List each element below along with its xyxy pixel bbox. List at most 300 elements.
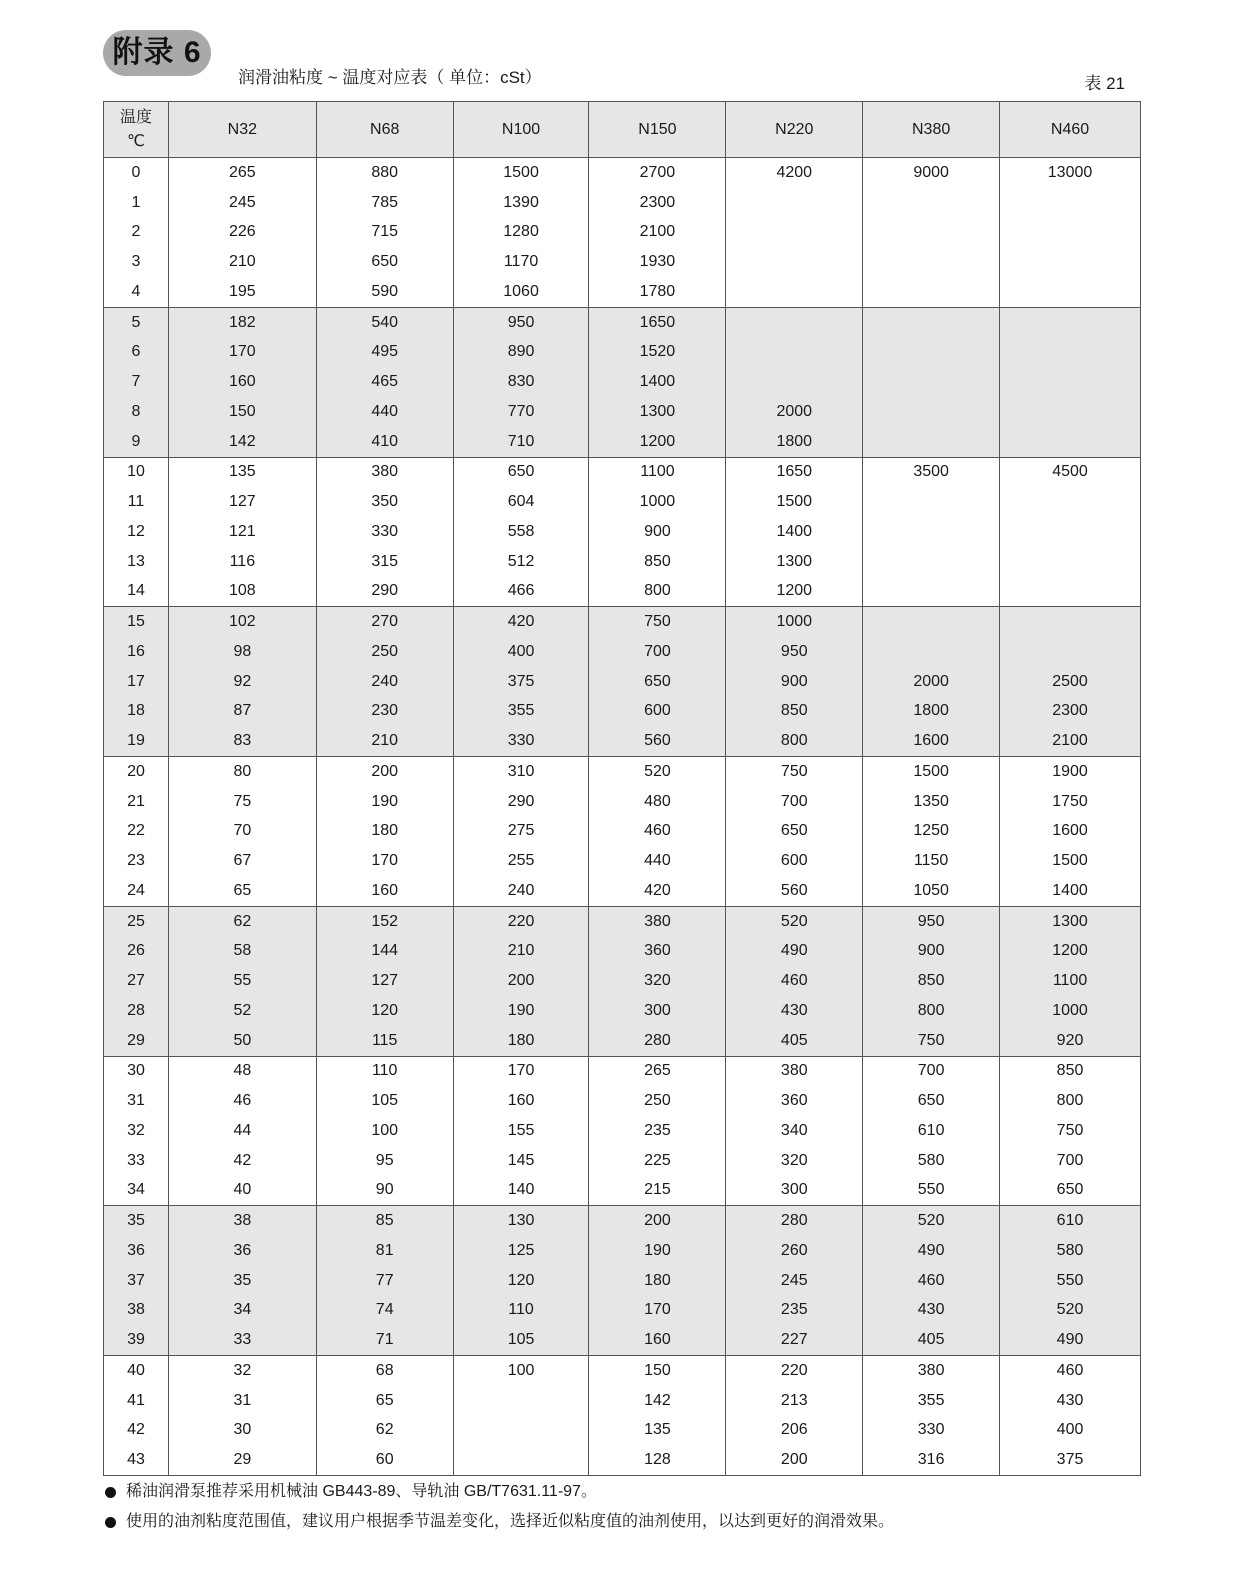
- viscosity-cell: 650: [453, 457, 589, 487]
- viscosity-cell: 610: [1000, 1206, 1141, 1236]
- viscosity-cell: 650: [1000, 1176, 1141, 1206]
- temperature-cell: 39: [104, 1325, 169, 1355]
- table-row: [104, 637, 1141, 667]
- temperature-cell: 21: [104, 787, 169, 817]
- viscosity-cell: 2100: [1000, 726, 1141, 756]
- viscosity-cell: 190: [453, 996, 589, 1026]
- viscosity-cell: 410: [316, 427, 453, 457]
- viscosity-cell: 850: [726, 697, 863, 727]
- viscosity-cell: 160: [168, 367, 316, 397]
- viscosity-cell: 226: [168, 218, 316, 248]
- viscosity-cell: [726, 188, 863, 218]
- temperature-cell: 11: [104, 487, 169, 517]
- viscosity-cell: 460: [726, 966, 863, 996]
- table-row: [104, 817, 1141, 847]
- temperature-cell: 23: [104, 846, 169, 876]
- viscosity-cell: 110: [453, 1296, 589, 1326]
- viscosity-cell: [726, 277, 863, 307]
- temperature-header-label: 温度: [119, 108, 152, 126]
- viscosity-cell: 320: [726, 1146, 863, 1176]
- viscosity-cell: 127: [316, 966, 453, 996]
- temperature-cell: 17: [104, 667, 169, 697]
- viscosity-cell: 355: [453, 697, 589, 727]
- viscosity-cell: 48: [168, 1056, 316, 1086]
- viscosity-cell: 80: [168, 757, 316, 787]
- viscosity-cell: 230: [316, 697, 453, 727]
- viscosity-cell: 360: [726, 1086, 863, 1116]
- viscosity-cell: [1000, 487, 1141, 517]
- viscosity-cell: 460: [589, 817, 726, 847]
- viscosity-cell: 920: [1000, 1026, 1141, 1056]
- viscosity-cell: [863, 637, 1000, 667]
- viscosity-cell: 85: [316, 1206, 453, 1236]
- table-row: [104, 1386, 1141, 1416]
- viscosity-cell: 290: [316, 577, 453, 607]
- viscosity-cell: 38: [168, 1206, 316, 1236]
- viscosity-cell: 240: [453, 876, 589, 906]
- viscosity-cell: 290: [453, 787, 589, 817]
- viscosity-cell: 1100: [1000, 966, 1141, 996]
- viscosity-cell: [1000, 397, 1141, 427]
- temperature-cell: 38: [104, 1296, 169, 1326]
- viscosity-cell: 2500: [1000, 667, 1141, 697]
- table-row: [104, 218, 1141, 248]
- viscosity-cell: 240: [316, 667, 453, 697]
- viscosity-cell: 1750: [1000, 787, 1141, 817]
- viscosity-cell: [1000, 547, 1141, 577]
- viscosity-cell: 180: [589, 1266, 726, 1296]
- viscosity-cell: 715: [316, 218, 453, 248]
- viscosity-cell: [726, 218, 863, 248]
- viscosity-cell: 98: [168, 637, 316, 667]
- viscosity-cell: 210: [316, 726, 453, 756]
- viscosity-cell: 800: [863, 996, 1000, 1026]
- temperature-cell: 41: [104, 1386, 169, 1416]
- viscosity-cell: 62: [316, 1416, 453, 1446]
- viscosity-cell: 1400: [1000, 876, 1141, 906]
- viscosity-cell: [1000, 188, 1141, 218]
- viscosity-cell: 140: [453, 1176, 589, 1206]
- viscosity-cell: 280: [726, 1206, 863, 1236]
- viscosity-cell: 77: [316, 1266, 453, 1296]
- viscosity-cell: 100: [316, 1116, 453, 1146]
- viscosity-cell: [863, 247, 1000, 277]
- viscosity-cell: 710: [453, 427, 589, 457]
- table-row: [104, 1356, 1141, 1386]
- viscosity-cell: 46: [168, 1086, 316, 1116]
- viscosity-cell: 1780: [589, 277, 726, 307]
- viscosity-cell: 2000: [726, 397, 863, 427]
- viscosity-cell: 1500: [863, 757, 1000, 787]
- table-row: [104, 757, 1141, 787]
- viscosity-cell: 490: [1000, 1325, 1141, 1355]
- table-row: [104, 876, 1141, 906]
- viscosity-cell: 650: [726, 817, 863, 847]
- temperature-cell: 7: [104, 367, 169, 397]
- viscosity-cell: 330: [453, 726, 589, 756]
- viscosity-cell: [453, 1386, 589, 1416]
- table-row: [104, 1325, 1141, 1355]
- temperature-cell: 36: [104, 1236, 169, 1266]
- viscosity-cell: 380: [316, 457, 453, 487]
- viscosity-cell: 142: [168, 427, 316, 457]
- viscosity-cell: 560: [589, 726, 726, 756]
- viscosity-cell: 195: [168, 277, 316, 307]
- viscosity-cell: [863, 397, 1000, 427]
- viscosity-cell: 92: [168, 667, 316, 697]
- viscosity-cell: 2300: [1000, 697, 1141, 727]
- viscosity-cell: [1000, 367, 1141, 397]
- viscosity-cell: 1400: [589, 367, 726, 397]
- viscosity-cell: 2300: [589, 188, 726, 218]
- viscosity-cell: 300: [726, 1176, 863, 1206]
- viscosity-cell: 170: [453, 1056, 589, 1086]
- viscosity-cell: 1600: [1000, 817, 1141, 847]
- viscosity-cell: 440: [589, 846, 726, 876]
- viscosity-cell: [863, 577, 1000, 607]
- viscosity-cell: [863, 307, 1000, 337]
- viscosity-cell: 60: [316, 1445, 453, 1475]
- viscosity-cell: 255: [453, 846, 589, 876]
- temperature-cell: 18: [104, 697, 169, 727]
- temperature-cell: 27: [104, 966, 169, 996]
- viscosity-cell: 71: [316, 1325, 453, 1355]
- table-row: [104, 367, 1141, 397]
- viscosity-cell: 650: [863, 1086, 1000, 1116]
- viscosity-cell: 30: [168, 1416, 316, 1446]
- viscosity-cell: 190: [316, 787, 453, 817]
- viscosity-cell: 950: [726, 637, 863, 667]
- viscosity-cell: 380: [863, 1356, 1000, 1386]
- viscosity-cell: 245: [726, 1266, 863, 1296]
- viscosity-cell: 1200: [589, 427, 726, 457]
- viscosity-cell: 520: [863, 1206, 1000, 1236]
- temperature-cell: 6: [104, 338, 169, 368]
- viscosity-cell: 400: [453, 637, 589, 667]
- viscosity-cell: 330: [316, 517, 453, 547]
- viscosity-cell: 700: [863, 1056, 1000, 1086]
- viscosity-cell: 227: [726, 1325, 863, 1355]
- viscosity-cell: 466: [453, 577, 589, 607]
- viscosity-cell: 1280: [453, 218, 589, 248]
- viscosity-cell: 36: [168, 1236, 316, 1266]
- table-row: [104, 188, 1141, 218]
- viscosity-cell: 460: [863, 1266, 1000, 1296]
- table-row: [104, 457, 1141, 487]
- temperature-cell: 16: [104, 637, 169, 667]
- viscosity-cell: 33: [168, 1325, 316, 1355]
- table-row: [104, 966, 1141, 996]
- viscosity-cell: 130: [453, 1206, 589, 1236]
- viscosity-cell: 116: [168, 547, 316, 577]
- viscosity-cell: 520: [589, 757, 726, 787]
- viscosity-cell: 1350: [863, 787, 1000, 817]
- temperature-cell: 32: [104, 1116, 169, 1146]
- viscosity-cell: 1100: [589, 457, 726, 487]
- viscosity-cell: 275: [453, 817, 589, 847]
- viscosity-cell: [863, 188, 1000, 218]
- viscosity-cell: 1500: [726, 487, 863, 517]
- viscosity-cell: 2700: [589, 158, 726, 188]
- viscosity-cell: 900: [863, 937, 1000, 967]
- viscosity-cell: 2000: [863, 667, 1000, 697]
- viscosity-cell: 850: [863, 966, 1000, 996]
- viscosity-cell: 380: [726, 1056, 863, 1086]
- viscosity-cell: 62: [168, 906, 316, 936]
- viscosity-cell: 1500: [453, 158, 589, 188]
- viscosity-cell: 31: [168, 1386, 316, 1416]
- table-row: [104, 1206, 1141, 1236]
- viscosity-cell: 558: [453, 517, 589, 547]
- table-row: [104, 906, 1141, 936]
- viscosity-cell: 490: [726, 937, 863, 967]
- viscosity-cell: 135: [589, 1416, 726, 1446]
- viscosity-cell: 880: [316, 158, 453, 188]
- viscosity-cell: [1000, 247, 1141, 277]
- temperature-cell: 12: [104, 517, 169, 547]
- column-header-n68: N68: [316, 102, 453, 158]
- viscosity-cell: 580: [863, 1146, 1000, 1176]
- viscosity-cell: 42: [168, 1146, 316, 1176]
- viscosity-cell: 206: [726, 1416, 863, 1446]
- viscosity-cell: 102: [168, 607, 316, 637]
- viscosity-cell: 495: [316, 338, 453, 368]
- viscosity-cell: 610: [863, 1116, 1000, 1146]
- table-row: [104, 1416, 1141, 1446]
- viscosity-cell: 850: [1000, 1056, 1141, 1086]
- viscosity-cell: [1000, 338, 1141, 368]
- table-row: [104, 1236, 1141, 1266]
- table-row: [104, 247, 1141, 277]
- viscosity-cell: 1930: [589, 247, 726, 277]
- viscosity-cell: 1900: [1000, 757, 1141, 787]
- table-row: [104, 846, 1141, 876]
- viscosity-cell: 950: [863, 906, 1000, 936]
- temperature-cell: 4: [104, 277, 169, 307]
- viscosity-cell: 50: [168, 1026, 316, 1056]
- viscosity-cell: 750: [726, 757, 863, 787]
- viscosity-cell: 700: [1000, 1146, 1141, 1176]
- viscosity-cell: 330: [863, 1416, 1000, 1446]
- viscosity-cell: 600: [726, 846, 863, 876]
- viscosity-cell: 750: [863, 1026, 1000, 1056]
- viscosity-cell: [863, 218, 1000, 248]
- viscosity-cell: 280: [589, 1026, 726, 1056]
- viscosity-cell: 170: [316, 846, 453, 876]
- temperature-cell: 1: [104, 188, 169, 218]
- viscosity-cell: [453, 1416, 589, 1446]
- table-row: [104, 517, 1141, 547]
- viscosity-cell: 550: [1000, 1266, 1141, 1296]
- viscosity-cell: 490: [863, 1236, 1000, 1266]
- viscosity-cell: 210: [453, 937, 589, 967]
- footnote-text: 稀油润滑泵推荐采用机械油 GB443-89、导轨油 GB/T7631.11-97。: [126, 1483, 597, 1500]
- table-row: [104, 1296, 1141, 1326]
- viscosity-cell: 225: [589, 1146, 726, 1176]
- viscosity-cell: 590: [316, 277, 453, 307]
- viscosity-cell: 270: [316, 607, 453, 637]
- viscosity-cell: 160: [589, 1325, 726, 1355]
- viscosity-cell: 235: [726, 1296, 863, 1326]
- table-row: [104, 277, 1141, 307]
- temperature-cell: 19: [104, 726, 169, 756]
- viscosity-cell: 316: [863, 1445, 1000, 1475]
- viscosity-cell: 320: [589, 966, 726, 996]
- viscosity-cell: [726, 247, 863, 277]
- viscosity-cell: 310: [453, 757, 589, 787]
- viscosity-cell: 110: [316, 1056, 453, 1086]
- viscosity-cell: [1000, 607, 1141, 637]
- viscosity-cell: 830: [453, 367, 589, 397]
- column-header-n220: N220: [726, 102, 863, 158]
- viscosity-cell: 265: [168, 158, 316, 188]
- temperature-cell: 22: [104, 817, 169, 847]
- viscosity-cell: 800: [726, 726, 863, 756]
- table-row: [104, 547, 1141, 577]
- viscosity-cell: 430: [863, 1296, 1000, 1326]
- footnote-item: [103, 1477, 894, 1507]
- viscosity-cell: 520: [1000, 1296, 1141, 1326]
- viscosity-cell: 800: [589, 577, 726, 607]
- temperature-cell: 13: [104, 547, 169, 577]
- temperature-cell: 2: [104, 218, 169, 248]
- viscosity-cell: 1300: [1000, 906, 1141, 936]
- viscosity-cell: 180: [453, 1026, 589, 1056]
- viscosity-cell: 115: [316, 1026, 453, 1056]
- viscosity-cell: 1300: [589, 397, 726, 427]
- viscosity-cell: 785: [316, 188, 453, 218]
- table-header-row: [104, 102, 1141, 158]
- viscosity-cell: 900: [726, 667, 863, 697]
- temperature-cell: 28: [104, 996, 169, 1026]
- column-header-n380: N380: [863, 102, 1000, 158]
- viscosity-cell: [863, 607, 1000, 637]
- viscosity-cell: 44: [168, 1116, 316, 1146]
- viscosity-cell: 213: [726, 1386, 863, 1416]
- viscosity-cell: [1000, 427, 1141, 457]
- viscosity-cell: 152: [316, 906, 453, 936]
- temperature-cell: 0: [104, 158, 169, 188]
- viscosity-cell: 200: [589, 1206, 726, 1236]
- viscosity-cell: 360: [589, 937, 726, 967]
- viscosity-cell: 145: [453, 1146, 589, 1176]
- table-row: [104, 397, 1141, 427]
- viscosity-cell: [863, 277, 1000, 307]
- viscosity-cell: 135: [168, 457, 316, 487]
- table-row: [104, 726, 1141, 756]
- viscosity-cell: [1000, 307, 1141, 337]
- viscosity-cell: 1390: [453, 188, 589, 218]
- viscosity-cell: 180: [316, 817, 453, 847]
- viscosity-cell: 127: [168, 487, 316, 517]
- viscosity-cell: 105: [453, 1325, 589, 1355]
- viscosity-cell: 34: [168, 1296, 316, 1326]
- viscosity-cell: 355: [863, 1386, 1000, 1416]
- viscosity-cell: 580: [1000, 1236, 1141, 1266]
- viscosity-cell: 850: [589, 547, 726, 577]
- temperature-cell: 42: [104, 1416, 169, 1446]
- table-row: [104, 1116, 1141, 1146]
- viscosity-cell: 650: [589, 667, 726, 697]
- viscosity-cell: 29: [168, 1445, 316, 1475]
- table-row: [104, 1176, 1141, 1206]
- temperature-cell: 3: [104, 247, 169, 277]
- table-row: [104, 1146, 1141, 1176]
- viscosity-cell: [453, 1445, 589, 1475]
- temperature-cell: 8: [104, 397, 169, 427]
- viscosity-cell: 120: [316, 996, 453, 1026]
- viscosity-cell: 465: [316, 367, 453, 397]
- viscosity-cell: 1520: [589, 338, 726, 368]
- viscosity-cell: 420: [453, 607, 589, 637]
- viscosity-cell: 150: [168, 397, 316, 427]
- viscosity-cell: 512: [453, 547, 589, 577]
- viscosity-cell: 75: [168, 787, 316, 817]
- viscosity-cell: 182: [168, 307, 316, 337]
- viscosity-cell: 315: [316, 547, 453, 577]
- viscosity-cell: 1800: [726, 427, 863, 457]
- viscosity-cell: 265: [589, 1056, 726, 1086]
- footnotes: [103, 1477, 894, 1537]
- viscosity-cell: 144: [316, 937, 453, 967]
- viscosity-cell: 1000: [726, 607, 863, 637]
- viscosity-cell: 700: [726, 787, 863, 817]
- viscosity-cell: 58: [168, 937, 316, 967]
- viscosity-cell: 550: [863, 1176, 1000, 1206]
- viscosity-cell: 70: [168, 817, 316, 847]
- viscosity-cell: 380: [589, 906, 726, 936]
- footnote-item: [103, 1507, 894, 1537]
- viscosity-cell: 1500: [1000, 846, 1141, 876]
- viscosity-cell: 460: [1000, 1356, 1141, 1386]
- column-header-n460: N460: [1000, 102, 1141, 158]
- viscosity-cell: 105: [316, 1086, 453, 1116]
- viscosity-cell: 67: [168, 846, 316, 876]
- viscosity-cell: 200: [453, 966, 589, 996]
- viscosity-cell: 375: [1000, 1445, 1141, 1475]
- table-row: [104, 1086, 1141, 1116]
- viscosity-cell: 121: [168, 517, 316, 547]
- table-row: [104, 667, 1141, 697]
- table-row: [104, 1056, 1141, 1086]
- temperature-cell: 37: [104, 1266, 169, 1296]
- viscosity-cell: 74: [316, 1296, 453, 1326]
- viscosity-cell: 35: [168, 1266, 316, 1296]
- viscosity-cell: 160: [453, 1086, 589, 1116]
- viscosity-cell: [863, 427, 1000, 457]
- viscosity-cell: 1170: [453, 247, 589, 277]
- viscosity-cell: 750: [1000, 1116, 1141, 1146]
- viscosity-cell: 108: [168, 577, 316, 607]
- viscosity-cell: 430: [1000, 1386, 1141, 1416]
- table-number: 表 21: [1084, 74, 1125, 93]
- appendix-badge: 附录 6: [103, 30, 211, 76]
- viscosity-cell: 250: [589, 1086, 726, 1116]
- viscosity-cell: 375: [453, 667, 589, 697]
- viscosity-cell: 1400: [726, 517, 863, 547]
- temperature-cell: 31: [104, 1086, 169, 1116]
- temperature-cell: 20: [104, 757, 169, 787]
- viscosity-cell: 40: [168, 1176, 316, 1206]
- viscosity-cell: 540: [316, 307, 453, 337]
- temperature-cell: 29: [104, 1026, 169, 1056]
- viscosity-cell: 128: [589, 1445, 726, 1475]
- viscosity-cell: 950: [453, 307, 589, 337]
- viscosity-cell: 3500: [863, 457, 1000, 487]
- temperature-cell: 40: [104, 1356, 169, 1386]
- temperature-cell: 24: [104, 876, 169, 906]
- viscosity-table: [103, 101, 1141, 1476]
